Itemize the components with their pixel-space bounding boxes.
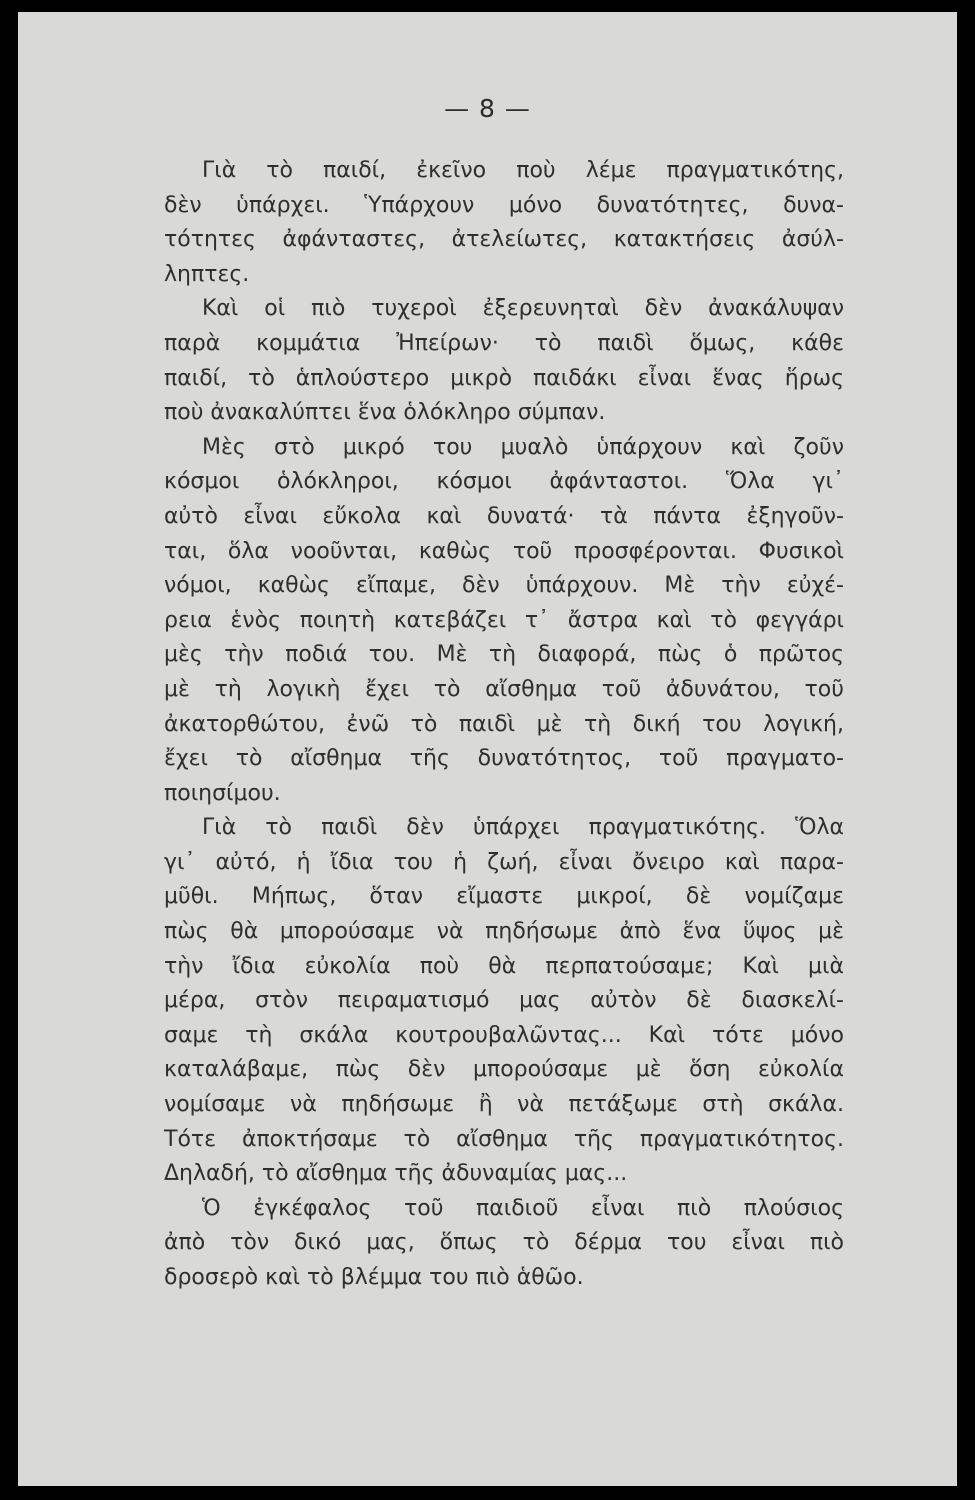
text-line: πὼς θὰ μπορούσαμε νὰ πηδήσωμε ἀπὸ ἕνα ὕψος μὲ — [164, 919, 844, 945]
text-line: κόσμοι ὁλόκληροι, κόσμοι ἀφάνταστοι. Ὅλα γι᾽ — [164, 469, 844, 495]
text-line: καταλάβαμε, πὼς δὲν μπορούσαμε μὲ ὅση εὐκολία — [164, 1057, 844, 1083]
text-line: Καὶ οἱ πιὸ τυχεροὶ ἐξερευνηταὶ δὲν ἀνακάλυψαν — [202, 296, 844, 322]
text-line: μέρα, στὸν πειραματισμό μας αὐτὸν δὲ διασκελί- — [164, 988, 844, 1014]
text-line: τότητες ἀφάνταστες, ἀτελείωτες, κατακτήσεις ἀσύλ- — [164, 227, 844, 253]
text-line: νόμοι, καθὼς εἴπαμε, δὲν ὑπάρχουν. Μὲ τὴν εὐχέ- — [164, 573, 844, 599]
book-page — [18, 12, 957, 1486]
text-line: Γιὰ τὸ παιδὶ δὲν ὑπάρχει πραγματικότης. Ὅλα — [202, 815, 844, 841]
text-line: ληπτες. — [164, 261, 250, 287]
text-line: μὲ τὴ λογικὴ ἔχει τὸ αἴσθημα τοῦ ἀδυνάτου, τοῦ — [164, 676, 844, 702]
page-number: — 8 — — [444, 94, 531, 123]
text-line: δροσερὸ καὶ τὸ βλέμμα του πιὸ ἁθῶο. — [164, 1265, 584, 1290]
text-line: ἀκατορθώτου, ἐνῶ τὸ παιδὶ μὲ τὴ δική του λογική, — [164, 711, 844, 737]
text-line: ρεια ἑνὸς ποιητὴ κατεβάζει τ᾽ ἄστρα καὶ τὸ φεγγάρι — [164, 607, 844, 633]
text-line: Γιὰ τὸ παιδί, ἐκεῖνο ποὺ λέμε πραγματικότης, — [202, 158, 844, 183]
text-line: Τότε ἀποκτήσαμε τὸ αἴσθημα τῆς πραγματικότητος. — [164, 1126, 844, 1152]
text-line: τὴν ἴδια εὐκολία ποὺ θὰ περπατούσαμε; Καὶ μιὰ — [164, 953, 844, 979]
text-line: νομίσαμε νὰ πηδήσωμε ἢ νὰ πετάξωμε στὴ σκάλα. — [164, 1092, 844, 1118]
text-line: δὲν ὑπάρχει. Ὑπάρχουν μόνο δυνατότητες, δυνα- — [164, 192, 844, 218]
text-line: Δηλαδή, τὸ αἴσθημα τῆς ἀδυναμίας μας... — [164, 1161, 628, 1187]
text-line: ἔχει τὸ αἴσθημα τῆς δυνατότητος, τοῦ πραγματο- — [164, 746, 844, 772]
text-line: μὲς τὴν ποδιά του. Μὲ τὴ διαφορά, πὼς ὁ πρῶτος — [164, 642, 844, 668]
text-line: αὐτὸ εἶναι εὔκολα καὶ δυνατά· τὰ πάντα ἐξηγοῦν- — [164, 503, 844, 529]
text-line: ται, ὅλα νοοῦνται, καθὼς τοῦ προσφέρονται. Φυσικοὶ — [164, 538, 844, 564]
text-line: ποὺ ἀνακαλύπτει ἕνα ὁλόκληρο σύμπαν. — [164, 400, 606, 426]
text-line: ποιησίμου. — [164, 780, 281, 806]
text-line: γι᾽ αὐτό, ἡ ἴδια του ἡ ζωή, εἶναι ὄνειρο καὶ παρα- — [164, 849, 844, 875]
body-text — [164, 154, 844, 1296]
text-line: ἀπὸ τὸν δικό μας, ὅπως τὸ δέρμα του εἶναι πιὸ — [164, 1230, 844, 1256]
text-line: Ὁ ἐγκέφαλος τοῦ παιδιοῦ εἶναι πιὸ πλούσιος — [202, 1195, 844, 1221]
text-line: μῦθι. Μήπως, ὅταν εἴμαστε μικροί, δὲ νομίζαμε — [164, 884, 844, 910]
text-line: παρὰ κομμάτια Ἠπείρων· τὸ παιδὶ ὅμως, κάθε — [164, 330, 844, 356]
text-line: σαμε τὴ σκάλα κουτρουβαλῶντας... Καὶ τότε μόνο — [164, 1022, 844, 1048]
text-line: παιδί, τὸ ἁπλούστερο μικρὸ παιδάκι εἶναι ἕνας ἥρως — [164, 365, 844, 391]
text-line: Μὲς στὸ μικρό του μυαλὸ ὑπάρχουν καὶ ζοῦν — [202, 434, 844, 460]
